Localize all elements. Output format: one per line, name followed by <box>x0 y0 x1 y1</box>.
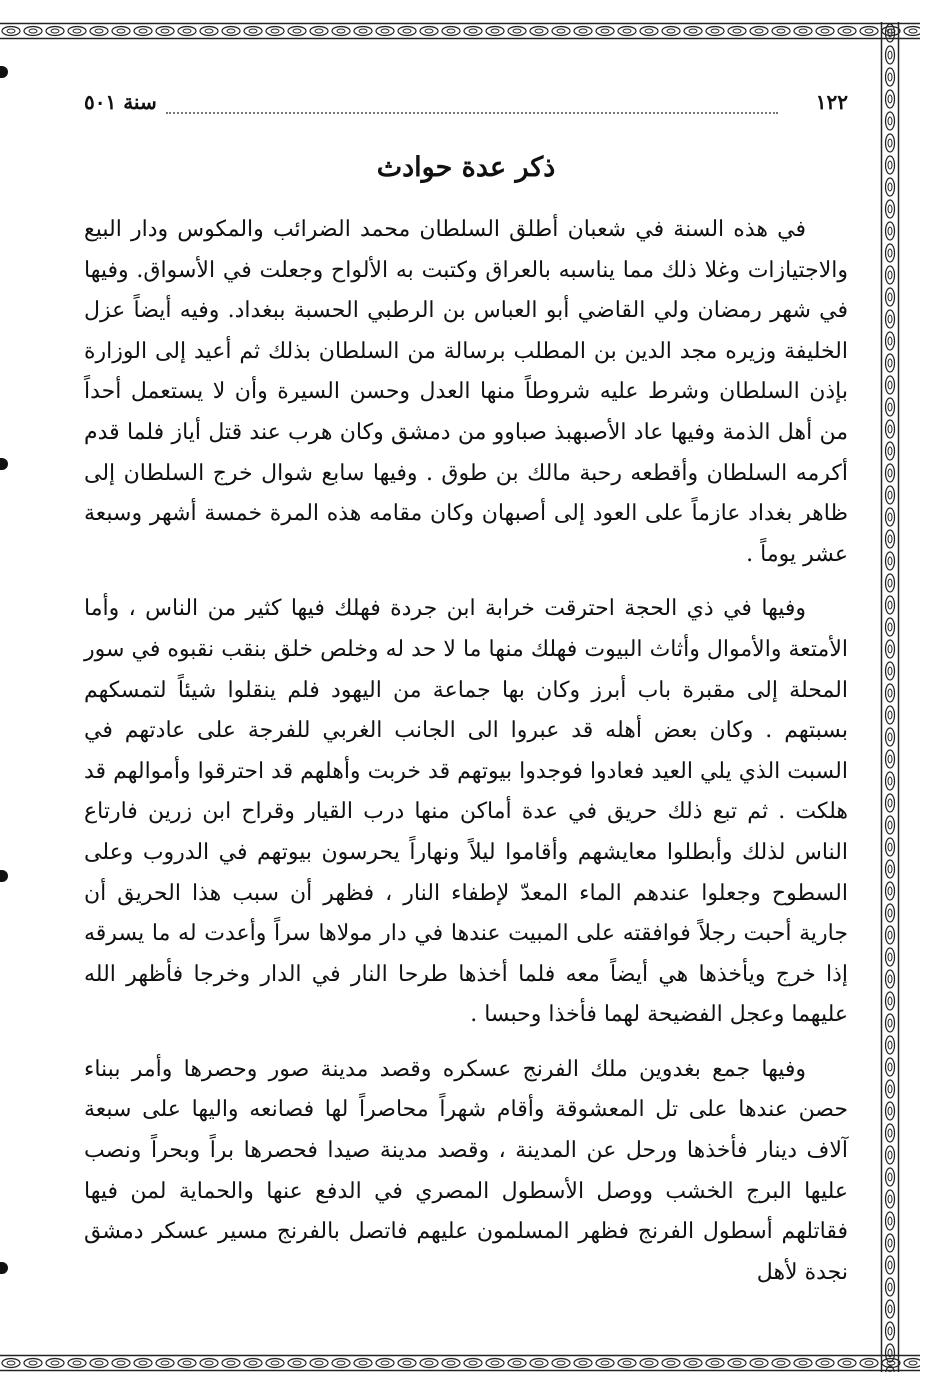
page-number: ١٢٢ <box>815 90 848 114</box>
paragraph: وفيها جمع بغدوين ملك الفرنج عسكره وقصد مدينة صور وحصرها وأمر ببناء حصن عندها على تل المعشوقة وأقام شهراً محاصراً لها فصانعه واليها على سبعة آلاف دينار فأخذها ورحل عن المدينة ، وقصد مدينة صيدا فحصرها براً وبحراً ونصب عليها البرج الخشب ووصل الأسطول المصري في الدفع عنها والحماية لمن فيها فقاتلهم أسطول الفرنج فظهر المسلمون عليهم فاتصل بالفرنج مسير عسكر دمشق نجدة لأهل <box>84 1056 848 1285</box>
top-ornamental-border <box>0 22 920 40</box>
border-pattern-icon <box>0 22 920 40</box>
border-pattern-icon <box>880 22 900 1372</box>
bottom-ornamental-border <box>0 1354 920 1372</box>
header-dotted-rule <box>166 112 778 114</box>
paragraph: وفيها في ذي الحجة احترقت خرابة ابن جردة فهلك فيها كثير من الناس ، وأما الأمتعة والأموال وأثاث البيوت فهلك منها ما لا حد له وخلص خلق بنقب نقبوه في سور المحلة إلى مقبرة باب أبرز وكان بها جماعة من اليهود فلم ينقلوا شيئاً لتمسكهم بسبتهم . وكان بعض أهله قد عبروا الى الجانب الغربي للفرجة على عادتهم في السبت الذي يلي العيد فعادوا فوجدوا بيوتهم قد خربت وأهلهم قد احترقوا وأموالهم قد هلكت . ثم تبع ذلك حريق في عدة أماكن منها درب القيار وقراح ابن زرين فارتاع الناس لذلك وأبطلوا معايشهم وأقاموا ليلاً ونهاراً يحرسون بيوتهم في الدروب وعلى السطوح وجعلوا عندهم الماء المعدّ لإطفاء النار ، فظهر أن سبب هذا الحريق أن جارية أحبت رجلاً فوافقته على المبيت عندها في دار مولاها سراً وأعدت له ما يسرقه إذا خرج ويأخذها هي أيضاً معه فلما أخذها طرحا النار في الدار وخرجا فأظهر الله عليهما وعجل الفضيحة لهما فأخذا وحبسا . <box>84 596 848 1028</box>
border-pattern-icon <box>0 1354 920 1372</box>
scan-margin-mark <box>0 870 8 882</box>
paragraph: في هذه السنة في شعبان أطلق السلطان محمد الضرائب والمكوس ودار البيع والاجتيازات وغلا ذلك مما يناسبه بالعراق وكتبت به الألواح وجعلت في الأسواق. وفيها في شهر رمضان ولي القاضي أبو العباس بن الرطبي الحسبة ببغداد. وفيه أيضاً عزل الخليفة وزيره مجد الدين بن المطلب برسالة من السلطان بذلك ثم أعيد إلى الوزارة بإذن السلطان وشرط عليه شروطاً منها العدل وحسن السيرة وأن لا يستعمل أحداً من أهل الذمة وفيها عاد الأصبهبذ صباوو من دمشق وكان هرب عند قتل أياز فلما قدم أكرمه السلطان وأقطعه رحبة مالك بن طوق . وفيها سابع شوال خرج السلطان إلى ظاهر بغداد عازماً على العود إلى أصبهان وكان مقامه هذه المرة خمسة أشهر وسبعة عشر يوماً . <box>84 217 849 567</box>
scan-margin-mark <box>0 1262 8 1274</box>
scan-margin-mark <box>0 66 8 78</box>
scan-margin-mark <box>0 458 8 470</box>
right-ornamental-border <box>880 22 900 1372</box>
running-header <box>84 90 848 124</box>
section-title: ذكر عدة حوادث <box>376 152 556 183</box>
running-year-title: سنة ٥٠١ <box>84 90 157 114</box>
body-text <box>84 210 848 1307</box>
